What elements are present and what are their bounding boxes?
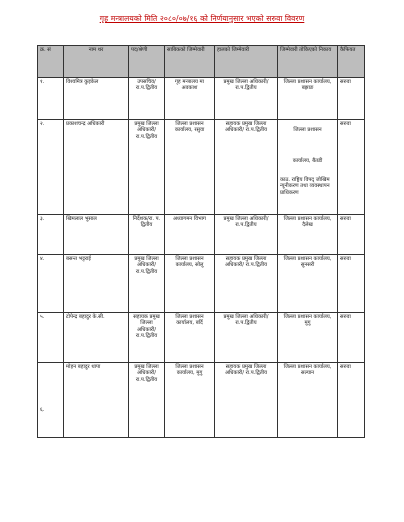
previous-responsibility-cell: जिल्ला प्रशासन कार्यालय, रसुवा <box>165 120 215 215</box>
serial-cell: ६. <box>38 363 64 438</box>
table-row <box>38 215 365 255</box>
post-cell: उपसचिव/ रा.प.द्वितीय <box>129 78 165 120</box>
transfer-table <box>37 45 365 438</box>
previous-responsibility-cell: जिल्ला प्रशासन कार्यालय, सोलु <box>165 255 215 313</box>
remark-cell: सरुवा <box>338 215 365 255</box>
table-row <box>38 78 365 120</box>
serial-cell: २. <box>38 120 64 215</box>
serial-cell: ३. <box>38 215 64 255</box>
post-cell: सहायक प्रमुख जिल्ला अधिकारी/ रा.प.द्वितीय <box>129 313 165 363</box>
name-cell: विश्वमित्र कुइकेल <box>64 78 129 120</box>
assigned-office-cell <box>278 120 338 215</box>
header-serial: क्र. सं <box>38 46 64 78</box>
assigned-office-cell: जिल्ला प्रशासन कार्यालय, बझाङ <box>278 78 338 120</box>
header-previous-responsibility: साबिकको जिम्मेवारी <box>165 46 215 78</box>
table-row <box>38 313 365 363</box>
post-cell: प्रमुख जिल्ला अधिकारी/ रा.प.द्वितीय <box>129 363 165 438</box>
remark-cell: सरुवा <box>338 78 365 120</box>
name-cell: टोपेन्द्र बहादुर के.सी. <box>64 313 129 363</box>
assigned-office-line: काठ. राष्ट्रिय विपद् जोखिम न्यूनीकरण तथा व्यवस्थापन प्राधिकरण <box>280 177 330 196</box>
header-name: नाम थर <box>64 46 129 78</box>
remark-cell: सरुवा <box>338 255 365 313</box>
previous-responsibility-cell: अध्यागमन विभाग <box>165 215 215 255</box>
serial-cell: ५. <box>38 313 64 363</box>
assigned-office-cell: जिल्ला प्रशासन कार्यालय, सल्यान <box>278 363 338 438</box>
table-header-row <box>38 46 365 78</box>
assigned-office-cell: जिल्ला प्रशासन कार्यालय, मुगु <box>278 313 338 363</box>
assigned-office-line: जिल्ला प्रशासन <box>293 127 322 134</box>
previous-responsibility-cell: जिल्ला प्रशासन कार्यालय, बर्दि <box>165 313 215 363</box>
current-responsibility-cell: सहायक प्रमुख जिल्ला अधिकारी/ रा.प.द्वितीय <box>215 363 278 438</box>
remark-cell: सरुवा <box>338 313 365 363</box>
table-row <box>38 120 365 215</box>
assigned-office-line: कार्यालय, बैतडी <box>292 158 323 165</box>
header-current-responsibility: हालको जिम्मेवारी <box>215 46 278 78</box>
current-responsibility-cell: सहायक प्रमुख जिल्ला अधिकारी/ रा.प.द्वितीय <box>215 255 278 313</box>
post-cell: प्रमुख जिल्ला अधिकारी/ रा.प.द्वितीय <box>129 120 165 215</box>
table-row <box>38 255 365 313</box>
name-cell: खिमलाल भुसाल <box>64 215 129 255</box>
serial-cell: १. <box>38 78 64 120</box>
current-responsibility-cell: सहायक प्रमुख जिल्ला अधिकारी/ रा.प.द्वितीय <box>215 120 278 215</box>
current-responsibility-cell: प्रमुख जिल्ला अधिकारी/ रा.प.द्वितीय <box>215 313 278 363</box>
post-cell: निर्देशक/रा. प. द्वितीय <box>129 215 165 255</box>
name-cell: मोहन बहादुर थापा <box>64 363 129 438</box>
header-assigned-office: जिम्मेवारी तोकिएको निकाय <box>278 46 338 78</box>
remark-cell: सरुवा <box>338 120 365 215</box>
header-post: पद/श्रेणी <box>129 46 165 78</box>
current-responsibility-cell: प्रमुख जिल्ला अधिकारी/ रा.प.द्वितीय <box>215 215 278 255</box>
post-cell: प्रमुख जिल्ला अधिकारी/ रा.प.द्वितीय <box>129 255 165 313</box>
previous-responsibility-cell: गृह मन्त्रालय मा अवकाश <box>165 78 215 120</box>
table-row <box>38 363 365 438</box>
serial-cell: ४. <box>38 255 64 313</box>
assigned-office-cell: जिल्ला प्रशासन कार्यालय, सुनसरी <box>278 255 338 313</box>
name-cell: बसन्त भट्टराई <box>64 255 129 313</box>
name-cell: प्रकाशचन्द्र अधिकारी <box>64 120 129 215</box>
current-responsibility-cell: प्रमुख जिल्ला अधिकारी/ रा.प.द्वितीय <box>215 78 278 120</box>
document-title: गृह मन्त्रालयको मिति २०८०/०७/१६ को निर्णयानुसार भएको सरुवा विवरण <box>99 14 305 23</box>
remark-cell: सरुवा <box>338 363 365 438</box>
header-remarks: कैफियत <box>338 46 365 78</box>
previous-responsibility-cell: जिल्ला प्रशासन कार्यालय, मुगु <box>165 363 215 438</box>
assigned-office-cell: जिल्ला प्रशासन कार्यालय, दैलेख <box>278 215 338 255</box>
